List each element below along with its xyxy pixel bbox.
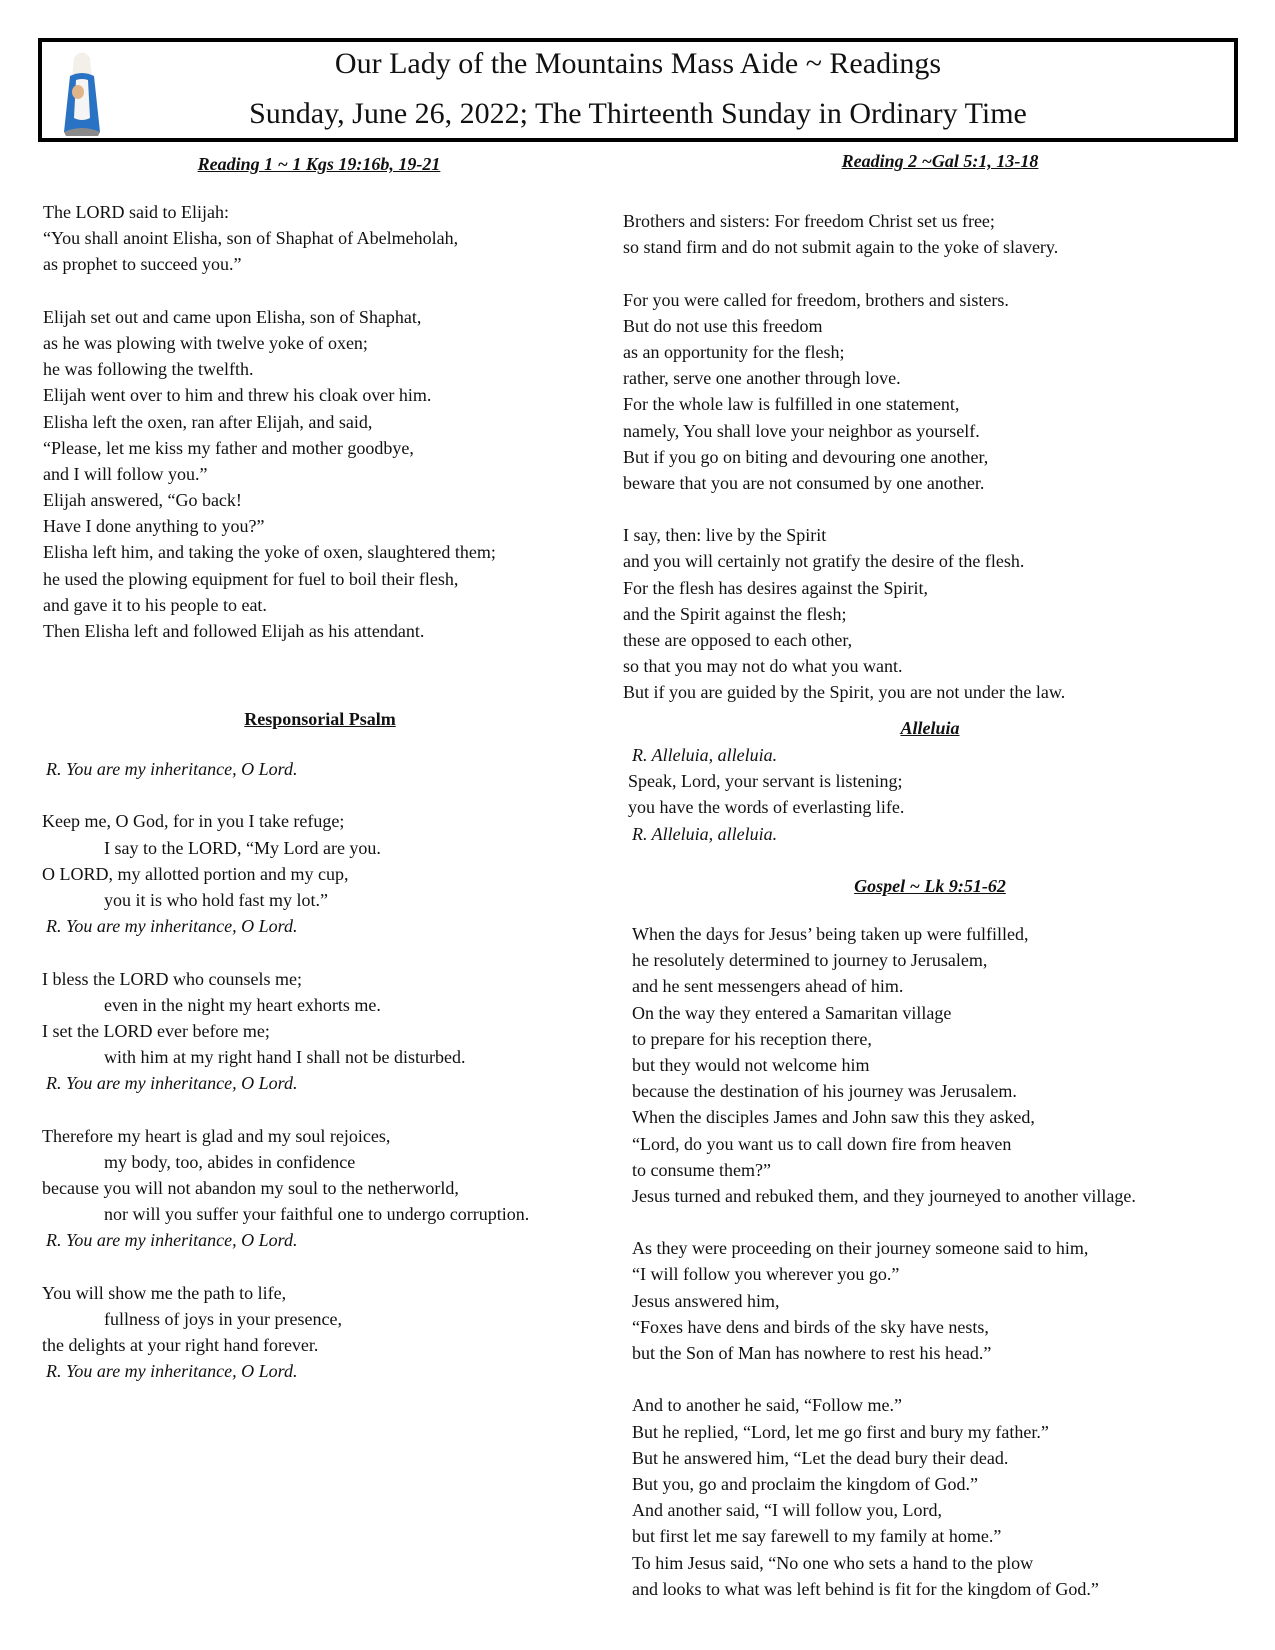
text-line: Jesus turned and rebuked them, and they journeyed to another village. [632,1185,1136,1206]
text-line: When the disciples James and John saw this they asked, [632,1107,1035,1128]
text-line: But he replied, “Lord, let me go first and bury my father.” [632,1421,1049,1442]
text-line: he used the plowing equipment for fuel to boil their flesh, [43,568,459,589]
text-line: and he sent messengers ahead of him. [632,976,904,997]
text-line: because the destination of his journey was Jerusalem. [632,1081,1017,1102]
text-line: But if you are guided by the Spirit, you are not under the law. [623,682,1066,703]
reading1-heading: Reading 1 ~ 1 Kgs 19:16b, 19-21 [197,154,441,174]
text-line: On the way they entered a Samaritan village [632,1002,952,1023]
text-line: and gave it to his people to eat. [43,594,267,615]
text-line: namely, You shall love your neighbor as yourself. [623,420,980,441]
response-line: R. You are my inheritance, O Lord. [46,1361,298,1382]
text-line: he was following the twelfth. [43,359,254,380]
text-line: he resolutely determined to journey to Jerusalem, [632,950,988,971]
text-line: For you were called for freedom, brothers and sisters. [623,289,1009,310]
reading2-heading: Reading 2 ~Gal 5:1, 13-18 [841,151,1039,171]
text-line: And to another he said, “Follow me.” [632,1395,902,1416]
text-line [43,278,496,304]
text-line: Elisha left him, and taking the yoke of oxen, slaughtered them; [43,542,496,563]
text-line: I say to the LORD, “My Lord are you. [104,837,381,858]
text-line: But if you go on biting and devouring one another, [623,446,989,467]
response-line: R. You are my inheritance, O Lord. [46,759,298,779]
text-line: “Lord, do you want us to call down fire from heaven [632,1133,1012,1154]
text-line: Then Elisha left and followed Elijah as his attendant. [43,621,425,641]
page-title: Our Lady of the Mountains Mass Aide ~ Readings [334,47,942,80]
text-line: O LORD, my allotted portion and my cup, [42,863,349,884]
text-line: And another said, “I will follow you, Lord, [632,1500,942,1521]
text-line: Jesus answered him, [632,1290,780,1311]
text-line [42,1254,529,1280]
text-line: the delights at your right hand forever. [42,1335,319,1356]
response-line: R. You are my inheritance, O Lord. [46,1073,298,1094]
text-line: I set the LORD ever before me; [42,1020,270,1041]
text-line: as prophet to succeed you.” [43,254,242,275]
text-line: and I will follow you.” [43,463,208,484]
text-line: these are opposed to each other, [623,630,853,650]
text-line: to consume them?” [632,1159,771,1180]
text-line: But you, go and proclaim the kingdom of God.” [632,1473,978,1494]
text-line: and looks to what was left behind is fit for the kingdom of God.” [632,1578,1099,1599]
text-line: you it is who hold fast my lot.” [104,889,328,910]
text-line: “You shall anoint Elisha, son of Shaphat of Abelmeholah, [43,228,459,249]
text-line: For the whole law is fulfilled in one statement, [623,394,960,415]
text-line [42,782,529,808]
text-line: “Foxes have dens and birds of the sky have nests, [632,1316,989,1337]
text-line: I bless the LORD who counsels me; [42,968,302,989]
psalm-text [42,756,529,1385]
text-line: and the Spirit against the flesh; [623,603,847,624]
text-line: and you will certainly not gratify the desire of the flesh. [623,551,1025,572]
text-line: rather, serve one another through love. [623,368,901,389]
text-line: but they would not welcome him [632,1054,870,1075]
response-line: R. Alleluia, alleluia. [632,745,778,765]
text-line: Elisha left the oxen, ran after Elijah, and said, [43,411,373,432]
text-line: As they were proceeding on their journey someone said to him, [632,1238,1089,1259]
text-line: but first let me say farewell to my family at home.” [632,1526,1002,1547]
reading2-text [623,208,1065,706]
reading1-text [43,199,496,644]
gospel-text [632,921,1136,1602]
page-subtitle: Sunday, June 26, 2022; The Thirteenth Sunday in Ordinary Time [249,97,1027,130]
text-line: as he was plowing with twelve yoke of oxen; [43,332,368,353]
text-line: Elijah answered, “Go back! [43,490,242,511]
text-line: For the flesh has desires against the Spirit, [623,577,928,598]
text-line: I say, then: live by the Spirit [623,525,827,546]
response-line: R. You are my inheritance, O Lord. [46,1230,298,1251]
alleluia-heading: Alleluia [900,718,960,738]
text-line: Keep me, O God, for in you I take refuge; [42,811,345,832]
text-line: my body, too, abides in confidence [104,1151,356,1172]
text-line: “Please, let me kiss my father and mother goodbye, [43,437,414,458]
text-line: Elijah went over to him and threw his cloak over him. [43,385,432,406]
text-line: so that you may not do what you want. [623,656,903,677]
text-line: to prepare for his reception there, [632,1028,872,1049]
text-line: The LORD said to Elijah: [43,202,229,222]
text-line: Have I done anything to you?” [43,516,265,537]
text-line: “I will follow you wherever you go.” [632,1264,900,1285]
text-line: with him at my right hand I shall not be disturbed. [104,1047,466,1068]
text-line [623,496,1065,522]
text-line [42,1096,529,1122]
gospel-heading: Gospel ~ Lk 9:51-62 [854,876,1006,896]
text-line: You will show me the path to life, [42,1282,287,1303]
text-line: beware that you are not consumed by one another. [623,472,985,493]
text-line: so stand firm and do not submit again to the yoke of slavery. [623,237,1059,258]
alleluia-text [628,742,904,847]
text-line: Elijah set out and came upon Elisha, son of Shaphat, [43,306,422,327]
text-line [42,939,529,965]
text-line [632,1209,1136,1235]
text-line: When the days for Jesus’ being taken up were fulfilled, [632,924,1029,944]
text-line: Speak, Lord, your servant is listening; [628,771,903,792]
response-line: R. You are my inheritance, O Lord. [46,916,298,937]
text-line: as an opportunity for the flesh; [623,341,845,362]
text-line: Therefore my heart is glad and my soul rejoices, [42,1125,391,1146]
text-line: fullness of joys in your presence, [104,1308,342,1329]
text-line: but the Son of Man has nowhere to rest his head.” [632,1343,992,1363]
text-line [623,260,1065,286]
header-box [38,38,1238,142]
text-line: because you will not abandon my soul to the netherworld, [42,1178,459,1198]
text-line: you have the words of everlasting life. [628,797,905,818]
text-line: But do not use this freedom [623,315,823,336]
psalm-heading: Responsorial Psalm [244,709,396,729]
text-line: Brothers and sisters: For freedom Christ set us free; [623,211,995,231]
text-line: even in the night my heart exhorts me. [104,994,381,1015]
text-line: But he answered him, “Let the dead bury their dead. [632,1447,1009,1468]
response-line: R. Alleluia, alleluia. [632,823,778,844]
text-line: nor will you suffer your faithful one to undergo corruption. [104,1204,530,1225]
text-line [632,1366,1136,1392]
text-line: To him Jesus said, “No one who sets a hand to the plow [632,1552,1034,1573]
